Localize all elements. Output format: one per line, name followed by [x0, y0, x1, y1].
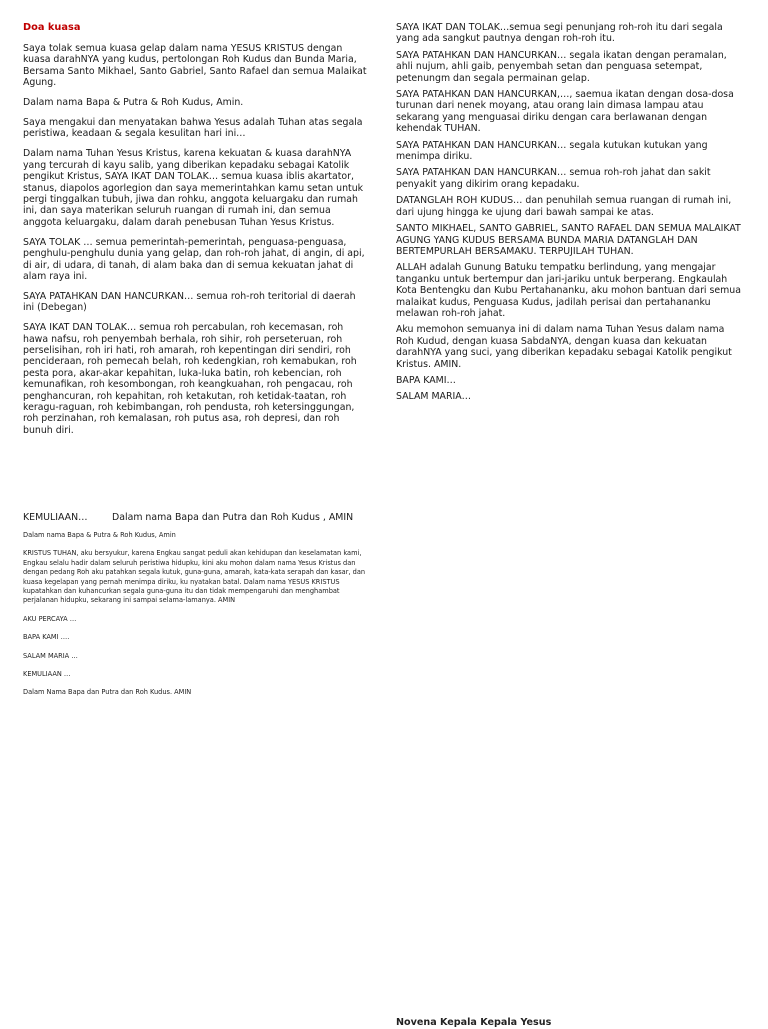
paragraph: SAYA PATAHKAN DAN HANCURKAN… segala kutukan kutukan yang menimpa diriku. [396, 139, 708, 163]
next-section-heading: Novena Kepala Kepala Yesus [396, 1017, 552, 1028]
paragraph: SALAM MARIA… [396, 391, 472, 403]
small-paragraph: SALAM MARIA … [23, 651, 78, 660]
paragraph: SAYA TOLAK … semua pemerintah-pemerintah, penguasa-penguasa, penghulu-penghulu dunia yang gelap, dan roh-roh jahat, di angin, di api, di air, di udara, di tanah, di alam baka dan di semua kekuatan jahat di alam raya ini. [23, 236, 365, 282]
paragraph: DATANGLAH ROH KUDUS… dan penuhilah semua ruangan di rumah ini, dari ujung hingga ke ujung dari bawah sampai ke atas. [396, 195, 732, 218]
small-paragraph: BAPA KAMI …. [23, 633, 70, 642]
prayer-title: Doa kuasa [23, 22, 81, 33]
kemuliaan-closing: Dalam nama Bapa dan Putra dan Roh Kudus , AMIN [112, 512, 354, 523]
small-paragraph: KEMULIAAN … [23, 670, 71, 679]
left-column [23, 22, 368, 445]
paragraph: ALLAH adalah Gunung Batuku tempatku berlindung, yang mengajar tanganku untuk bertempur dan jari-jariku untuk berperang. Engkaulah Kota Bentengku dan Kubu Pertahananku, aku mohon bantuan dari semua malaikat kudus, Penguasa Kudus, jadilah perisai dan pertahananku melawan roh-roh jahat. [396, 262, 741, 319]
kemuliaan-label: KEMULIAAN… [23, 512, 88, 523]
paragraph: Saya tolak semua kuasa gelap dalam nama YESUS KRISTUS dengan kuasa darahNYA yang kudus, pertolongan Roh Kudus dan Bunda Maria, Bersama Santo Mikhael, Santo Gabriel, Santo Rafael dan semua Malaikat Agung. [23, 43, 367, 89]
paragraph: SANTO MIKHAEL, SANTO GABRIEL, SANTO RAFAEL DAN SEMUA MALAIKAT AGUNG YANG KUDUS BERSAMA BUNDA MARIA DATANGLAH DAN BERTEMPURLAH BERSAMAKU. TERPUJILAH TUHAN. [396, 223, 741, 257]
paragraph: Dalam nama Bapa & Putra & Roh Kudus, Amin. [23, 97, 244, 109]
paragraph: SAYA PATAHKAN DAN HANCURKAN… segala ikatan dengan peramalan, ahli nujum, ahli gaib, penyembah setan dan penguasa setempat, petenungm dan segala permainan gelap. [396, 49, 727, 84]
paragraph: SAYA IKAT DAN TOLAK… semua roh percabulan, roh kecemasan, roh hawa nafsu, roh penyembah berhala, roh sihir, roh perseteruan, roh perselisihan, roh iri hati, roh amarah, roh kepentingan diri sendiri, roh pencideraan, roh pemecah belah, roh kedengkian, roh kemabukan, roh pesta pora, akar-akar kepahitan, luka-luka batin, roh kebencian, roh kemunafikan, roh kesombongan, roh keangkuahan, roh pengacau, roh penghancuran, roh kepahitan, roh ketakutan, roh ketidak-taatan, roh keragu-raguan, roh kebimbangan, roh pendusta, roh ketersinggungan, roh perzinahan, roh kemalasan, roh putus asa, roh depresi, dan roh bunuh diri. [23, 322, 357, 436]
paragraph: Aku memohon semuanya ini di dalam nama Tuhan Yesus dalam nama Roh Kudud, dengan kuasa SabdaNYA, dengan kuasa dan kekuatan darahNYA yang suci, yang diberikan kepadaku sebagai Katolik pengikut Kristus. AMIN. [396, 324, 732, 370]
paragraph: Saya mengakui dan menyatakan bahwa Yesus adalah Tuhan atas segala peristiwa, keadaan & segala kesulitan hari ini… [23, 117, 363, 140]
small-print-block [23, 531, 368, 707]
small-paragraph: Dalam Nama Bapa dan Putra dan Roh Kudus. AMIN [23, 688, 192, 697]
kemuliaan-line [23, 512, 373, 524]
paragraph: SAYA PATAHKAN DAN HANCURKAN… semua roh-roh teritorial di daerah ini (Debegan) [23, 290, 356, 314]
small-paragraph: AKU PERCAYA … [23, 614, 77, 623]
paragraph: SAYA IKAT DAN TOLAK…semua segi penunjang roh-roh itu dari segala yang ada sangkut pautnya dengan roh-roh itu. [396, 22, 723, 45]
paragraph: BAPA KAMI… [396, 374, 456, 386]
paragraph: SAYA PATAHKAN DAN HANCURKAN… semua roh-roh jahat dan sakit penyakit yang dikirim orang kepadaku. [396, 167, 711, 190]
right-column [396, 22, 744, 408]
paragraph: Dalam nama Tuhan Yesus Kristus, karena kekuatan & kuasa darahNYA yang tercurah di kayu salib, yang diberikan kepadaku sebagai Katolik pengikut Kristus, SAYA IKAT DAN TOLAK… semua kuasa iblis akartator, stanus, diapolos agorlegion dan saya memerintahkan kamu setan untuk pergi tinggalkan tubuh, jiwa dan rohku, anggota keluargaku dan rumah ini, dan saya materikan seluruh ruangan di rumah ini, dan semua anggota keluargaku, dalam darah penebusan Tuhan Yesus Kristus. [23, 148, 364, 228]
small-paragraph: KRISTUS TUHAN, aku bersyukur, karena Engkau sangat peduli akan kehidupan dan keselamatan kami, Engkau selalu hadir dalam seluruh peristiwa hidupku, kini aku mohon dalam nama Yesus Kristus dan dengan pedang Roh aku patahkan segala kutuk, guna-guna, amarah, kata-kata serapah dan kasar, dan kuasa kegelapan yang pernah menimpa diriku, ku nyatakan batal. Dalam nama YESUS KRISTUS kupatahkan dan kuhancurkan segala guna-guna itu dan tidak mempengaruhi dan menghambat perjalanan hidupku, sekarang ini sampai selama-lamanya. AMIN [23, 549, 366, 605]
paragraph: SAYA PATAHKAN DAN HANCURKAN,…, saemua ikatan dengan dosa-dosa turunan dari nenek moyang, atau orang lain dimasa lampau atau sekarang yang menguasai diriku dengan cara berlawanan dengan kehendak TUHAN. [396, 89, 734, 135]
small-paragraph: Dalam nama Bapa & Putra & Roh Kudus, Amin [23, 531, 176, 539]
